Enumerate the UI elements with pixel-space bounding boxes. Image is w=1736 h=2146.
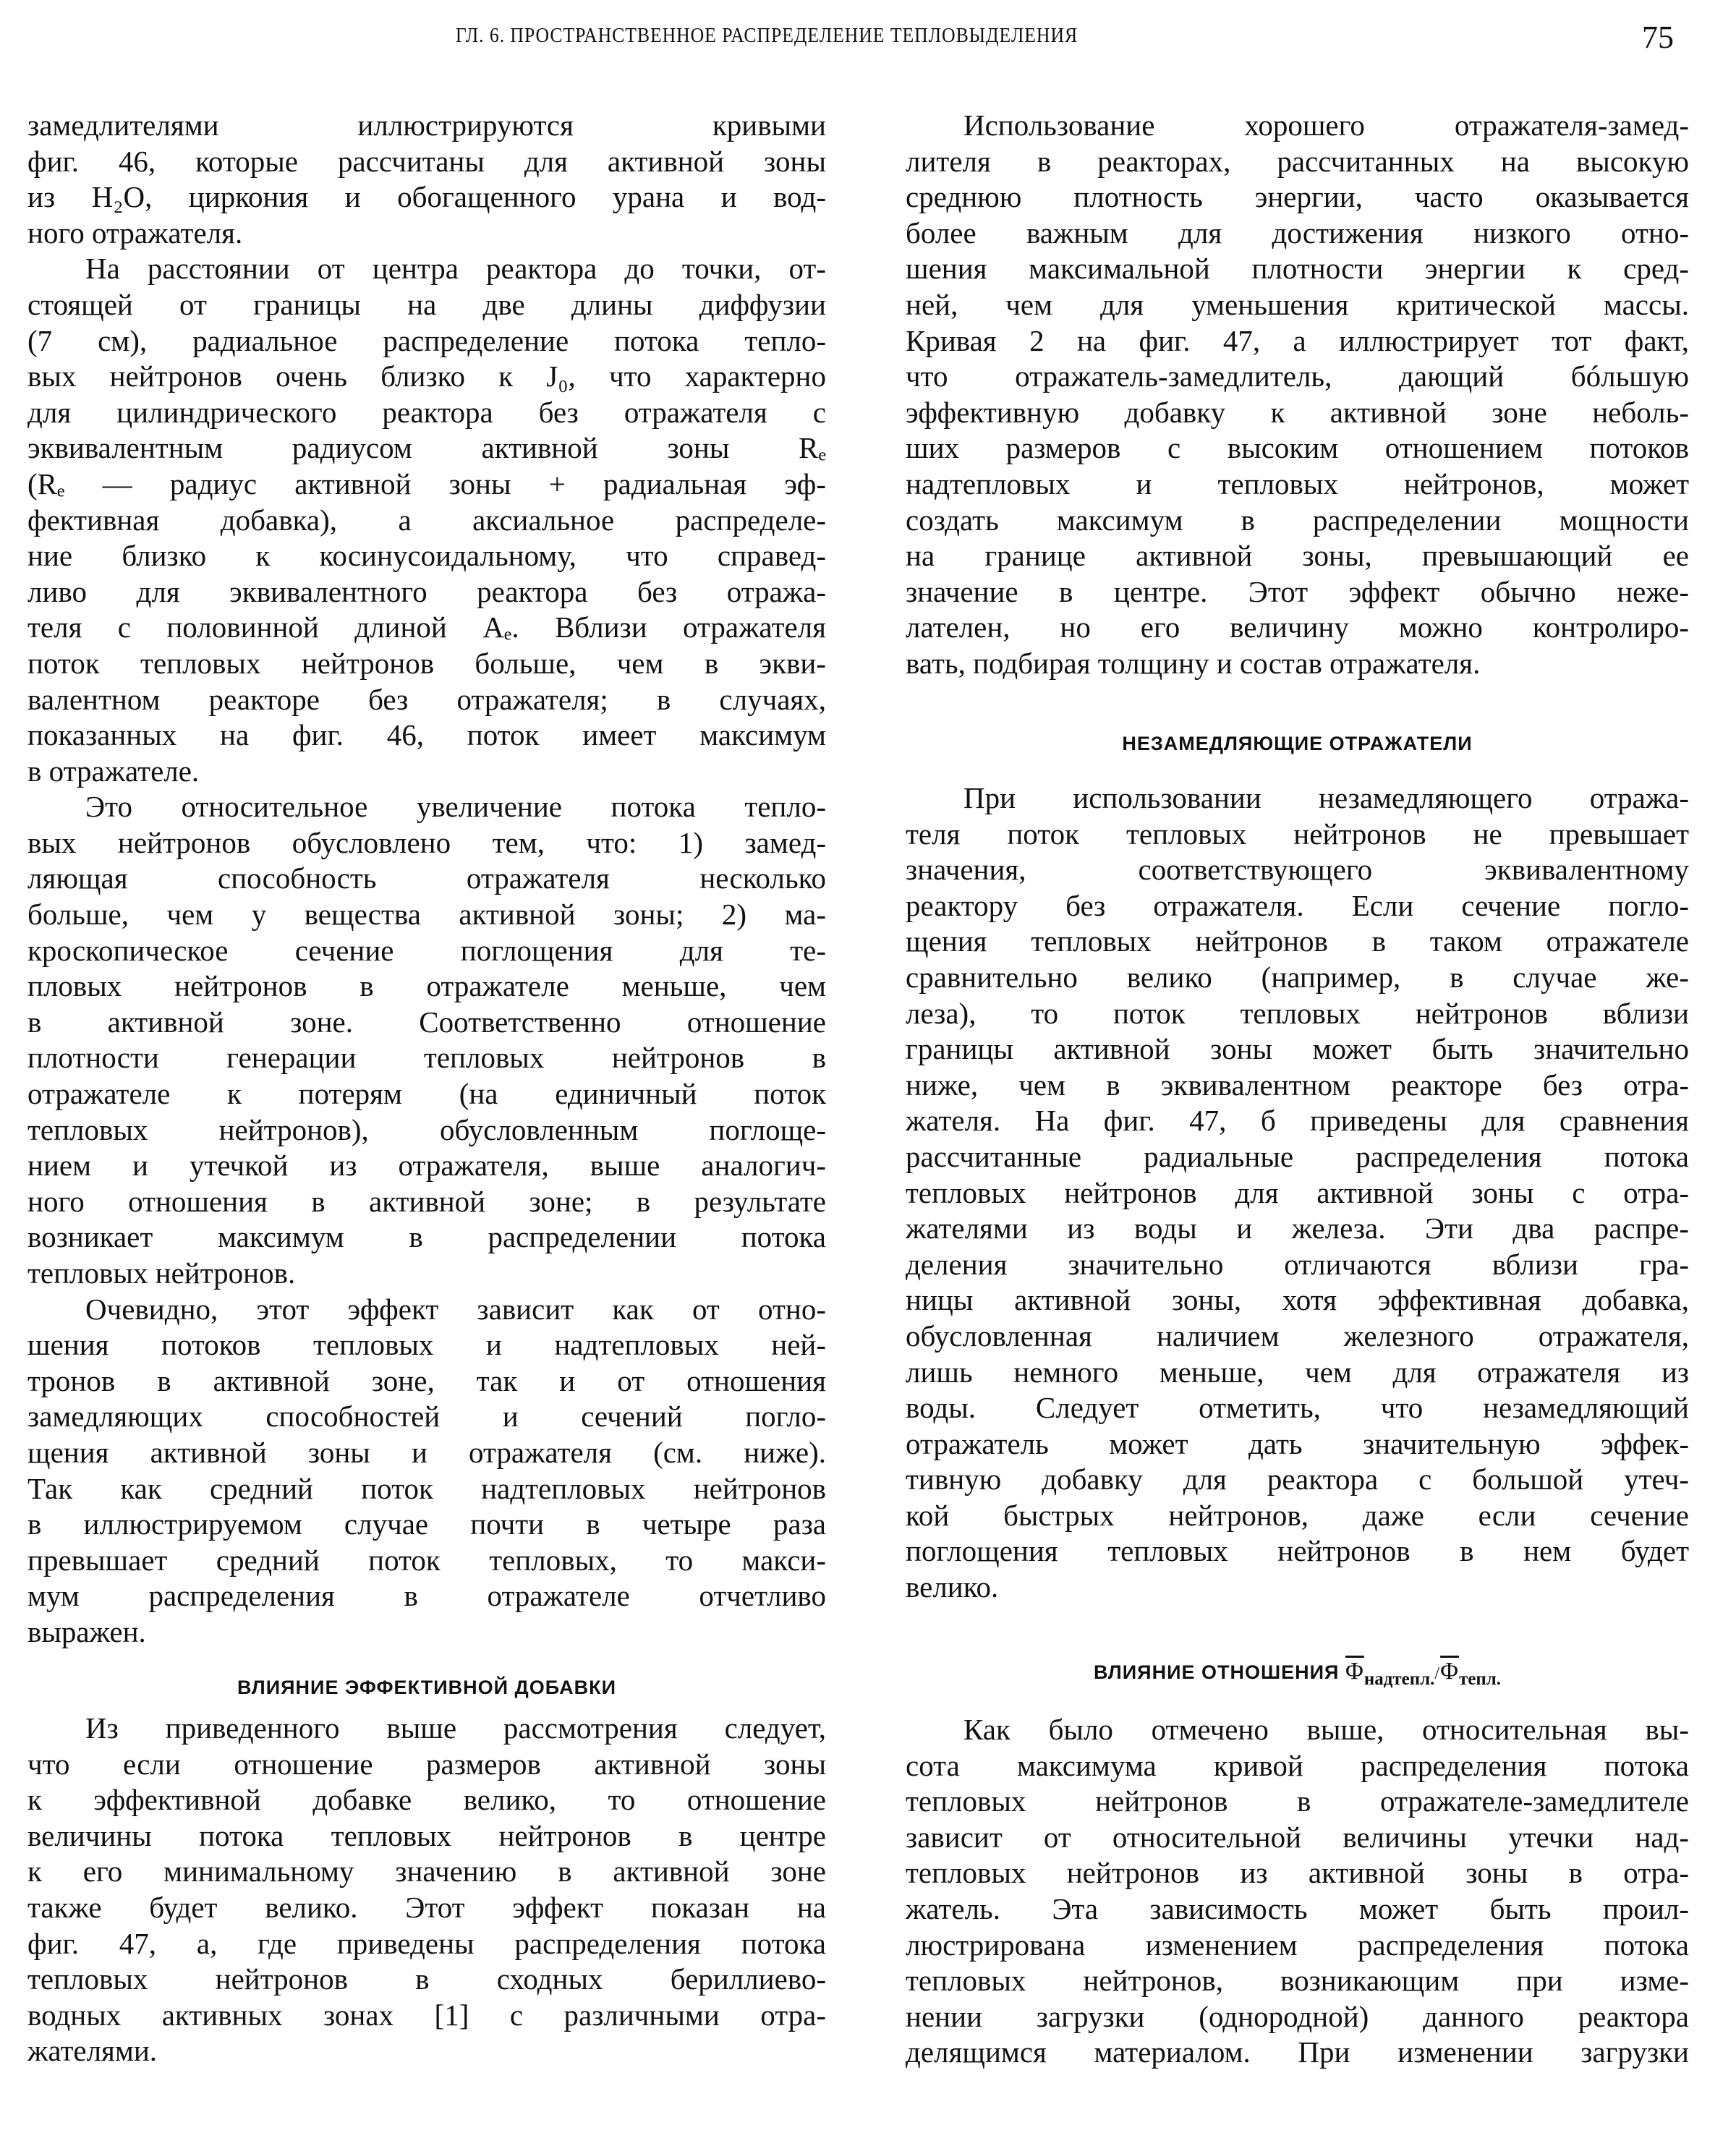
text-line: в иллюстрируемом случае почти в четыре раза bbox=[27, 1507, 826, 1541]
text-line: к его минимальному значению в активной зоне bbox=[27, 1855, 826, 1889]
text-line: делящимся материалом. При изменении загрузки bbox=[906, 2035, 1689, 2069]
text-line: величины потока тепловых нейтронов в центре bbox=[27, 1818, 826, 1852]
paragraph bbox=[27, 789, 826, 1291]
text-line: ницы активной зоны, хотя эффективная добавка, bbox=[906, 1283, 1689, 1317]
section-heading-flux-ratio bbox=[906, 1653, 1689, 1690]
text-line: границы активной зоны может быть значительно bbox=[906, 1032, 1689, 1066]
paragraph bbox=[27, 108, 826, 251]
text-line: ней, чем для уменьшения критической массы. bbox=[906, 287, 1689, 321]
text-line: сравнительно велико (например, в случае же- bbox=[906, 960, 1689, 994]
left-column-text-b bbox=[27, 1711, 826, 2069]
text-line: деления значительно отличаются вблизи гра- bbox=[906, 1247, 1689, 1281]
text-line: надтепловых и тепловых нейтронов, может bbox=[906, 467, 1689, 501]
text-line: При использовании незамедляющего отража- bbox=[963, 781, 1689, 814]
text-line: Использование хорошего отражателя-замед- bbox=[963, 108, 1689, 142]
phi-symbol: $\overline{\Phi}$ bbox=[1345, 1658, 1364, 1685]
text-line: отражатель может дать значительную эффек- bbox=[906, 1426, 1689, 1460]
text-line: тепловых нейтронов для активной зоны с отра- bbox=[906, 1175, 1689, 1209]
text-line: кой быстрых нейтронов, даже если сечение bbox=[906, 1498, 1689, 1532]
text-line: обусловленная наличием железного отражателя, bbox=[906, 1319, 1689, 1353]
right-column-text-c bbox=[906, 1712, 1689, 2071]
text-line: тепловых нейтронов в сходных бериллиево- bbox=[27, 1962, 826, 1996]
text-line: тепловых нейтронов из активной зоны в отра- bbox=[906, 1856, 1689, 1890]
text-line: ниже, чем в эквивалентном реакторе без отра- bbox=[906, 1068, 1689, 1102]
text-line: жателями. bbox=[27, 2034, 158, 2068]
text-line: лишь немного меньше, чем для отражателя из bbox=[906, 1355, 1689, 1389]
text-line: (7 см), радиальное распределение потока тепло- bbox=[27, 323, 826, 357]
paragraph bbox=[906, 108, 1689, 682]
text-line: эффективную добавку к активной зоне неболь- bbox=[906, 395, 1689, 429]
text-line: стоящей от границы на две длины диффузии bbox=[27, 287, 826, 321]
paragraph bbox=[27, 251, 826, 789]
text-line: выражен. bbox=[27, 1614, 146, 1648]
text-line: Кривая 2 на фиг. 47, а иллюстрирует тот факт, bbox=[906, 323, 1689, 357]
text-line: Так как средний поток надтепловых нейтронов bbox=[27, 1471, 826, 1505]
text-line: что отражатель-замедлитель, дающий бóльшую bbox=[906, 359, 1689, 393]
paragraph bbox=[27, 1711, 826, 2069]
text-line: щения тепловых нейтронов в таком отражателе bbox=[906, 924, 1689, 958]
text-line: леза), то поток тепловых нейтронов вблизи bbox=[906, 996, 1689, 1030]
text-line: тепловых нейтронов), обусловленным поглоще- bbox=[27, 1112, 826, 1146]
text-line: лателен, но его величину можно контролиро- bbox=[906, 610, 1689, 644]
text-line: фективная добавка), а аксиальное распределе- bbox=[27, 503, 826, 537]
text-line: вать, подбирая толщину и состав отражателя. bbox=[906, 646, 1481, 680]
text-line: к эффективной добавке велико, то отношение bbox=[27, 1783, 826, 1817]
text-line: ляющая способность отражателя несколько bbox=[27, 861, 826, 895]
text-line: щения активной зоны и отражателя (см. ниже). bbox=[27, 1435, 826, 1469]
text-line: в отражателе. bbox=[27, 754, 200, 788]
text-line: вых нейтронов очень близко к J₀, что характерно bbox=[27, 359, 826, 393]
text-line: больше, чем у вещества активной зоны; 2) ма- bbox=[27, 898, 826, 932]
text-line: мум распределения в отражателе отчетливо bbox=[27, 1579, 826, 1613]
paragraph bbox=[906, 1712, 1689, 2071]
text-line: отражателе к потерям (на единичный поток bbox=[27, 1077, 826, 1111]
text-line: водных активных зонах [1] с различными отра- bbox=[27, 1998, 826, 2032]
text-line: создать максимум в распределении мощности bbox=[906, 503, 1689, 537]
text-line: шения потоков тепловых и надтепловых ней- bbox=[27, 1328, 826, 1362]
text-line: нием и утечкой из отражателя, выше аналогич- bbox=[27, 1149, 826, 1183]
text-line: замедлителями иллюстрируются кривыми bbox=[27, 108, 826, 142]
text-line: для цилиндрического реактора без отражателя с bbox=[27, 395, 826, 429]
text-line: тивную добавку для реактора с большой утеч- bbox=[906, 1462, 1689, 1496]
text-line: Как было отмечено выше, относительная вы- bbox=[963, 1713, 1689, 1746]
text-line: на границе активной зоны, превышающий ее bbox=[906, 539, 1689, 573]
heading-text: ВЛИЯНИЕ ОТНОШЕНИЯ bbox=[1093, 1661, 1340, 1683]
left-column-text-a bbox=[27, 108, 826, 1651]
section-heading-nonmoderating-reflectors: НЕЗАМЕДЛЯЮЩИЕ ОТРАЖАТЕЛИ bbox=[1122, 733, 1473, 754]
running-header: ГЛ. 6. ПРОСТРАНСТВЕННОЕ РАСПРЕДЕЛЕНИЕ ТЕПЛОВЫДЕЛЕНИЯ bbox=[455, 25, 1078, 47]
text-line: валентном реакторе без отражателя; в случаях, bbox=[27, 682, 826, 716]
text-line: фиг. 46, которые рассчитаны для активной зоны bbox=[27, 144, 826, 178]
text-line: пловых нейтронов в отражателе меньше, чем bbox=[27, 969, 826, 1003]
text-line: лителя в реакторах, рассчитанных на высокую bbox=[906, 144, 1689, 178]
text-line: ливо для эквивалентного реактора без отража- bbox=[27, 574, 826, 608]
text-line: возникает максимум в распределении потока bbox=[27, 1220, 826, 1254]
text-line: среднюю плотность энергии, часто оказывается bbox=[906, 180, 1689, 214]
text-line: теля с половинной длиной Aₑ. Вблизи отражателя bbox=[27, 610, 826, 644]
text-line: (Rₑ — радиус активной зоны + радиальная эф- bbox=[27, 467, 826, 501]
text-line: Это относительное увеличение потока тепло- bbox=[85, 790, 826, 824]
text-line: более важным для достижения низкого отно- bbox=[906, 216, 1689, 250]
text-line: Очевидно, этот эффект зависит как от отно- bbox=[85, 1292, 826, 1326]
text-line: замедляющих способностей и сечений погло- bbox=[27, 1400, 826, 1434]
text-line: воды. Следует отметить, что незамедляющий bbox=[906, 1391, 1689, 1425]
text-line: рассчитанные радиальные распределения потока bbox=[906, 1139, 1689, 1173]
text-line: показанных на фиг. 46, поток имеет максимум bbox=[27, 718, 826, 752]
text-line: тепловых нейтронов в отражателе-замедлителе bbox=[906, 1784, 1689, 1818]
subscript-epithermal: надтепл. bbox=[1363, 1669, 1435, 1689]
text-line: значения, соответствующего эквивалентному bbox=[906, 853, 1689, 887]
text-line: ного отношения в активной зоне; в результате bbox=[27, 1184, 826, 1218]
text-line: нении загрузки (однородной) данного реактора bbox=[906, 1999, 1689, 2033]
paragraph bbox=[906, 780, 1689, 1606]
subscript-thermal: тепл. bbox=[1458, 1669, 1502, 1689]
text-line: ние близко к косинусоидальному, что справед- bbox=[27, 539, 826, 573]
phi-symbol: $\overline{\Phi}$ bbox=[1440, 1658, 1459, 1685]
text-line: ших размеров с высоким отношением потоков bbox=[906, 431, 1689, 465]
text-line: тронов в активной зоне, так и от отношения bbox=[27, 1363, 826, 1397]
page-number: 75 bbox=[1642, 20, 1674, 55]
right-column-text-b bbox=[906, 780, 1689, 1606]
text-line: вых нейтронов обусловлено тем, что: 1) замед- bbox=[27, 825, 826, 859]
text-line: люстрирована изменением распределения потока bbox=[906, 1928, 1689, 1962]
text-line: жатель. Эта зависимость может быть проил- bbox=[906, 1891, 1689, 1925]
paragraph bbox=[27, 1292, 826, 1651]
section-heading-effective-addition: ВЛИЯНИЕ ЭФФЕКТИВНОЙ ДОБАВКИ bbox=[237, 1677, 617, 1698]
text-line: жателями из воды и железа. Эти два распре- bbox=[906, 1212, 1689, 1246]
right-column-text-a bbox=[906, 108, 1689, 682]
text-line: сота максимума кривой распределения потока bbox=[906, 1748, 1689, 1782]
text-line: эквивалентным радиусом активной зоны Rₑ bbox=[27, 431, 826, 465]
text-line: теля поток тепловых нейтронов не превышает bbox=[906, 817, 1689, 851]
text-line: из H₂O, циркония и обогащенного урана и вод- bbox=[27, 180, 826, 214]
fraction-slash: / bbox=[1434, 1664, 1441, 1683]
text-line: поток тепловых нейтронов больше, чем в экви- bbox=[27, 646, 826, 680]
text-line: также будет велико. Этот эффект показан на bbox=[27, 1890, 826, 1924]
text-line: шения максимальной плотности энергии к сред- bbox=[906, 252, 1689, 286]
text-line: поглощения тепловых нейтронов в нем будет bbox=[906, 1534, 1689, 1568]
text-line: зависит от относительной величины утечки над- bbox=[906, 1820, 1689, 1854]
text-line: превышает средний поток тепловых, то макси- bbox=[27, 1543, 826, 1577]
text-line: значение в центре. Этот эффект обычно неже- bbox=[906, 574, 1689, 608]
text-line: в активной зоне. Соответственно отношение bbox=[27, 1005, 826, 1039]
text-line: плотности генерации тепловых нейтронов в bbox=[27, 1041, 826, 1075]
text-line: жателя. На фиг. 47, б приведены для сравнения bbox=[906, 1104, 1689, 1138]
text-line: фиг. 47, а, где приведены распределения потока bbox=[27, 1926, 826, 1960]
text-line: что если отношение размеров активной зоны bbox=[27, 1747, 826, 1781]
text-line: ного отражателя. bbox=[27, 216, 243, 250]
text-line: Из приведенного выше рассмотрения следует, bbox=[85, 1711, 826, 1745]
text-line: На расстоянии от центра реактора до точки, от- bbox=[85, 252, 826, 286]
text-line: тепловых нейтронов, возникающим при изме- bbox=[906, 1964, 1689, 1998]
text-line: велико. bbox=[906, 1570, 999, 1604]
text-line: реактору без отражателя. Если сечение погло- bbox=[906, 888, 1689, 922]
text-line: тепловых нейтронов. bbox=[27, 1256, 296, 1290]
text-line: кроскопическое сечение поглощения для те- bbox=[27, 933, 826, 967]
